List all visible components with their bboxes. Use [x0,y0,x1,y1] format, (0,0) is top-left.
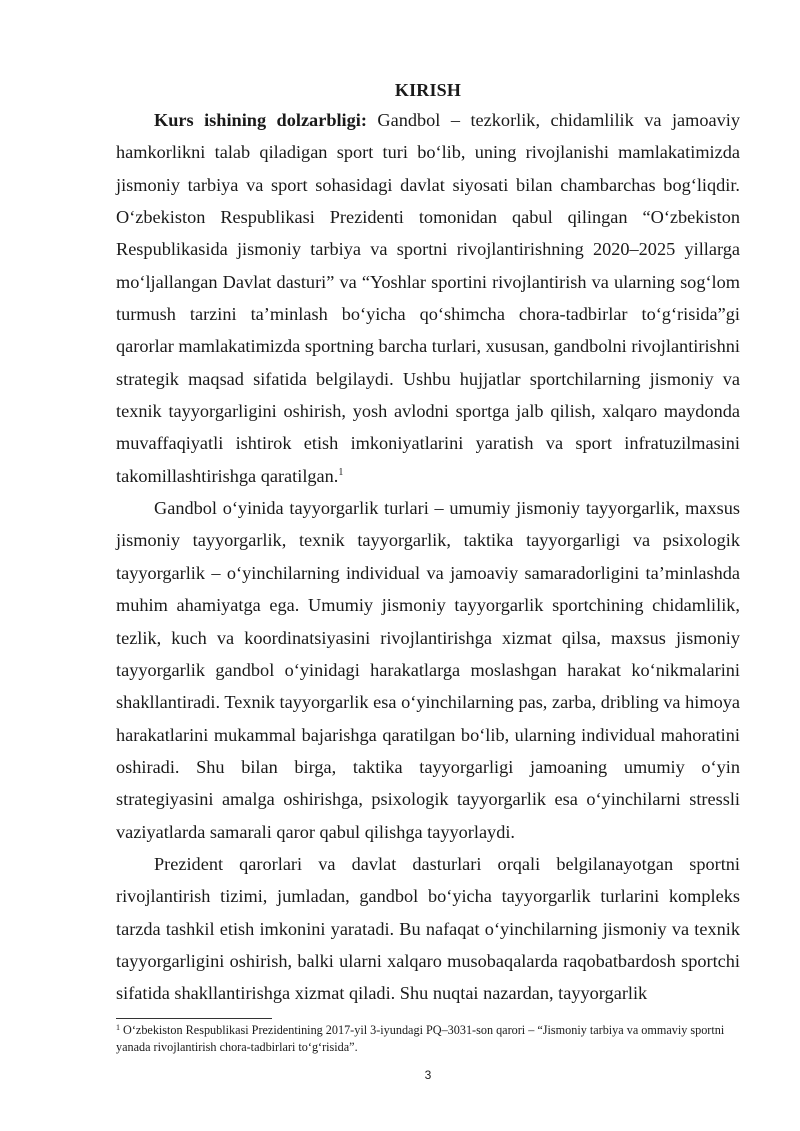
section-heading: KIRISH [394,80,462,100]
page-number: 3 [424,1068,432,1082]
footnote-number: 1 [116,1023,120,1032]
footnote [116,1022,740,1055]
paragraph-2 [116,492,740,848]
body-text [116,104,740,1010]
paragraph-text: Gandbol – tezkorlik, chidamlilik va jamoaviy hamkorlikni talab qiladigan sport turi bo‘lib, uning rivojlanishi mamlakatimizda jismoniy tarbiya va sport sohasidagi davlat siyosati bilan chambarchas bog‘liqdir. O‘zbekiston Respublikasi Prezidenti tomonidan qabul qilingan “O‘zbekiston Respublikasida jismoniy tarbiya va sportni rivojlantirishning 2020–2025 yillarga mo‘ljallangan Davlat dasturi” va “Yoshlar sportini rivojlantirish va ularning sog‘lom turmush tarzini ta’minlash bo‘yicha qo‘shimcha chora-tadbirlar to‘g‘risida”gi qarorlar mamlakatimizda sportning barcha turlari, xususan, gandbolni rivojlantirishni strategik maqsad sifatida belgilaydi. Ushbu hujjatlar sportchilarning jismoniy va texnik tayyorgarligini oshirish, yosh avlodni sportga jalb qilish, xalqaro maydonda muvaffaqiyatli ishtirok etish imkoniyatlarini yaratish va sport infratuzilmasini takomillashtirishga qaratilgan. [116,110,740,486]
footnote-separator [116,1018,272,1019]
paragraph-3 [116,848,740,1010]
paragraph-text: Gandbol o‘yinida tayyorgarlik turlari – umumiy jismoniy tayyorgarlik, maxsus jismoniy tayyorgarlik, texnik tayyorgarlik, taktika tayyorgarligi va psixologik tayyorgarlik – o‘yinchilarning individual va jamoaviy samaradorligini ta’minlashda muhim ahamiyatga ega. Umumiy jismoniy tayyorgarlik sportchining chidamlilik, tezlik, kuch va koordinatsiyasini rivojlantirishga xizmat qilsa, maxsus jismoniy tayyorgarlik gandbol o‘yinidagi harakatlarga moslashgan harakat ko‘nikmalarini shakllantiradi. Texnik tayyorgarlik esa o‘yinchilarning pas, zarba, dribling va himoya harakatlarini mukammal bajarishga qaratilgan bo‘lib, ularning individual mahoratini oshiradi. Shu bilan birga, taktika tayyorgarligi jamoaning umumiy o‘yin strategiyasini amalga oshirishga, psixologik tayyorgarlik esa o‘yinchilarni stressli vaziyatlarda samarali qaror qabul qilishga tayyorlaydi. [116,498,740,842]
paragraph-text: Prezident qarorlari va davlat dasturlari orqali belgilanayotgan sportni rivojlantirish tizimi, jumladan, gandbol bo‘yicha tayyorgarlik turlarini kompleks tarzda tashkil etish imkonini yaratadi. Bu nafaqat o‘yinchilarning jismoniy va texnik tayyorgarligini oshirish, balki ularni xalqaro musobaqalarda raqobatbardosh sportchi sifatida shakllantirishga xizmat qiladi. Shu nuqtai nazardan, tayyorgarlik [116,853,740,1004]
paragraph-lead: Kurs ishining dolzarbligi: [154,110,367,130]
footnote-reference[interactable]: 1 [338,466,344,478]
paragraph-1 [116,104,740,492]
footnote-text: O‘zbekiston Respublikasi Prezidentining 2017-yil 3-iyundagi PQ–3031-son qarori – “Jismoniy tarbiya va ommaviy sportni yanada rivojlantirish chora-tadbirlari to‘g‘risida”. [116,1023,725,1054]
